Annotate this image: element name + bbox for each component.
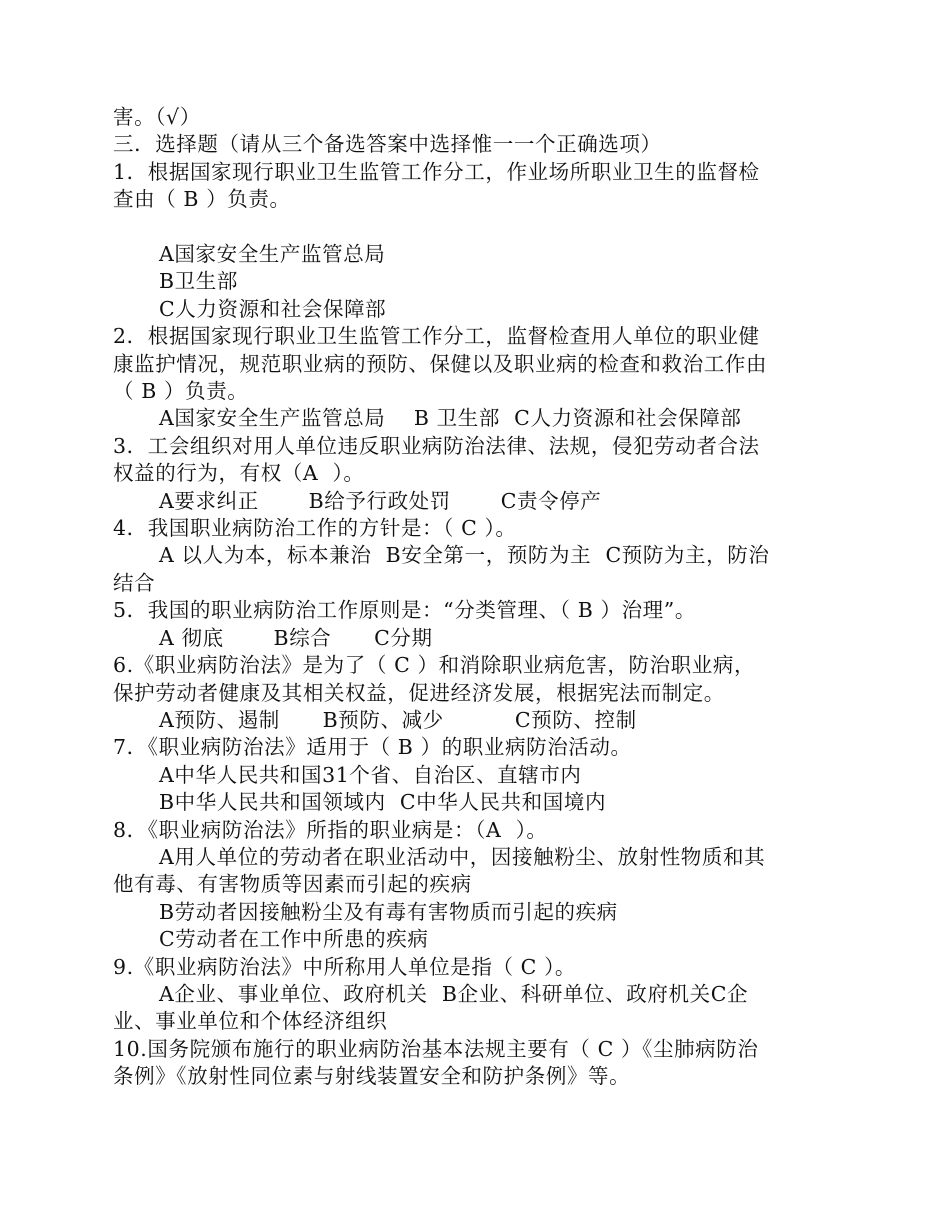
question-8: 8．《职业病防治法》所指的职业病是：（A ）。 (113, 817, 548, 842)
question-6: 6.《职业病防治法》是为了（ C ）和消除职业病危害，防治职业病， (113, 653, 756, 678)
option-line-cont: 业、事业单位和个体经济组织 (113, 1009, 388, 1034)
question-10-cont: 条例》《放射性同位素与射线装置安全和防护条例》等。 (113, 1064, 631, 1089)
option-line-cont: 他有毒、有害物质等因素而引起的疾病 (113, 872, 472, 897)
option-line: B中华人民共和国领域内 C中华人民共和国境内 (159, 790, 607, 815)
option-line: A预防、遏制 B预防、减少 C预防、控制 (159, 707, 637, 732)
question-2-cont: 康监护情况，规范职业病的预防、保健以及职业病的检查和救治工作由 (113, 351, 768, 376)
question-1: 1．根据国家现行职业卫生监管工作分工，作业场所职业卫生的监督检 (113, 159, 760, 184)
question-2-cont: （ B ）负责。 (113, 379, 249, 404)
option-line: A国家安全生产监管总局 (159, 242, 386, 267)
option-line-cont: 结合 (113, 570, 156, 595)
question-3-cont: 权益的行为，有权（A ）。 (113, 461, 365, 486)
question-1-cont: 查由（ B ）负责。 (113, 187, 291, 212)
question-10: 10.国务院颁布施行的职业病防治基本法规主要有（ C ）《尘肺病防治 (113, 1036, 759, 1061)
section-heading: 三．选择题（请从三个备选答案中选择惟一一个正确选项） (113, 132, 662, 157)
option-line: C人力资源和社会保障部 (159, 296, 387, 321)
question-5: 5．我国的职业病防治工作原则是：“分类管理、（ B ）治理”。 (113, 598, 696, 623)
option-line: A企业、事业单位、政府机关 B企业、科研单位、政府机关C企 (159, 981, 749, 1006)
option-line: B劳动者因接触粉尘及有毒有害物质而引起的疾病 (159, 899, 618, 924)
option-line: A中华人民共和国31个省、自治区、直辖市内 (159, 762, 582, 787)
question-2: 2．根据国家现行职业卫生监管工作分工，监督检查用人单位的职业健 (113, 324, 760, 349)
question-3: 3．工会组织对用人单位违反职业病防治法律、法规，侵犯劳动者合法 (113, 433, 760, 458)
question-9: 9.《职业病防治法》中所称用人单位是指（ C ）。 (113, 954, 577, 979)
option-line: A 彻底 B综合 C分期 (159, 625, 433, 650)
text-line: 害。（√） (113, 105, 201, 129)
document-page (113, 104, 853, 1091)
question-6-cont: 保护劳动者健康及其相关权益，促进经济发展，根据宪法而制定。 (113, 680, 725, 705)
question-7: 7．《职业病防治法》适用于（ B ）的职业病防治活动。 (113, 735, 632, 760)
option-line: A国家安全生产监管总局 B 卫生部 C人力资源和社会保障部 (159, 406, 742, 431)
question-4: 4．我国职业病防治工作的方针是：（ C ）。 (113, 516, 517, 541)
option-line: C劳动者在工作中所患的疾病 (159, 927, 429, 952)
option-line: A要求纠正 B给予行政处罚 C责令停产 (159, 488, 602, 513)
option-line: A 以人为本，标本兼治 B安全第一，预防为主 C预防为主，防治 (159, 543, 770, 568)
blank-line (113, 214, 853, 241)
option-line: A用人单位的劳动者在职业活动中，因接触粉尘、放射性物质和其 (159, 844, 766, 869)
option-line: B卫生部 (159, 269, 238, 294)
